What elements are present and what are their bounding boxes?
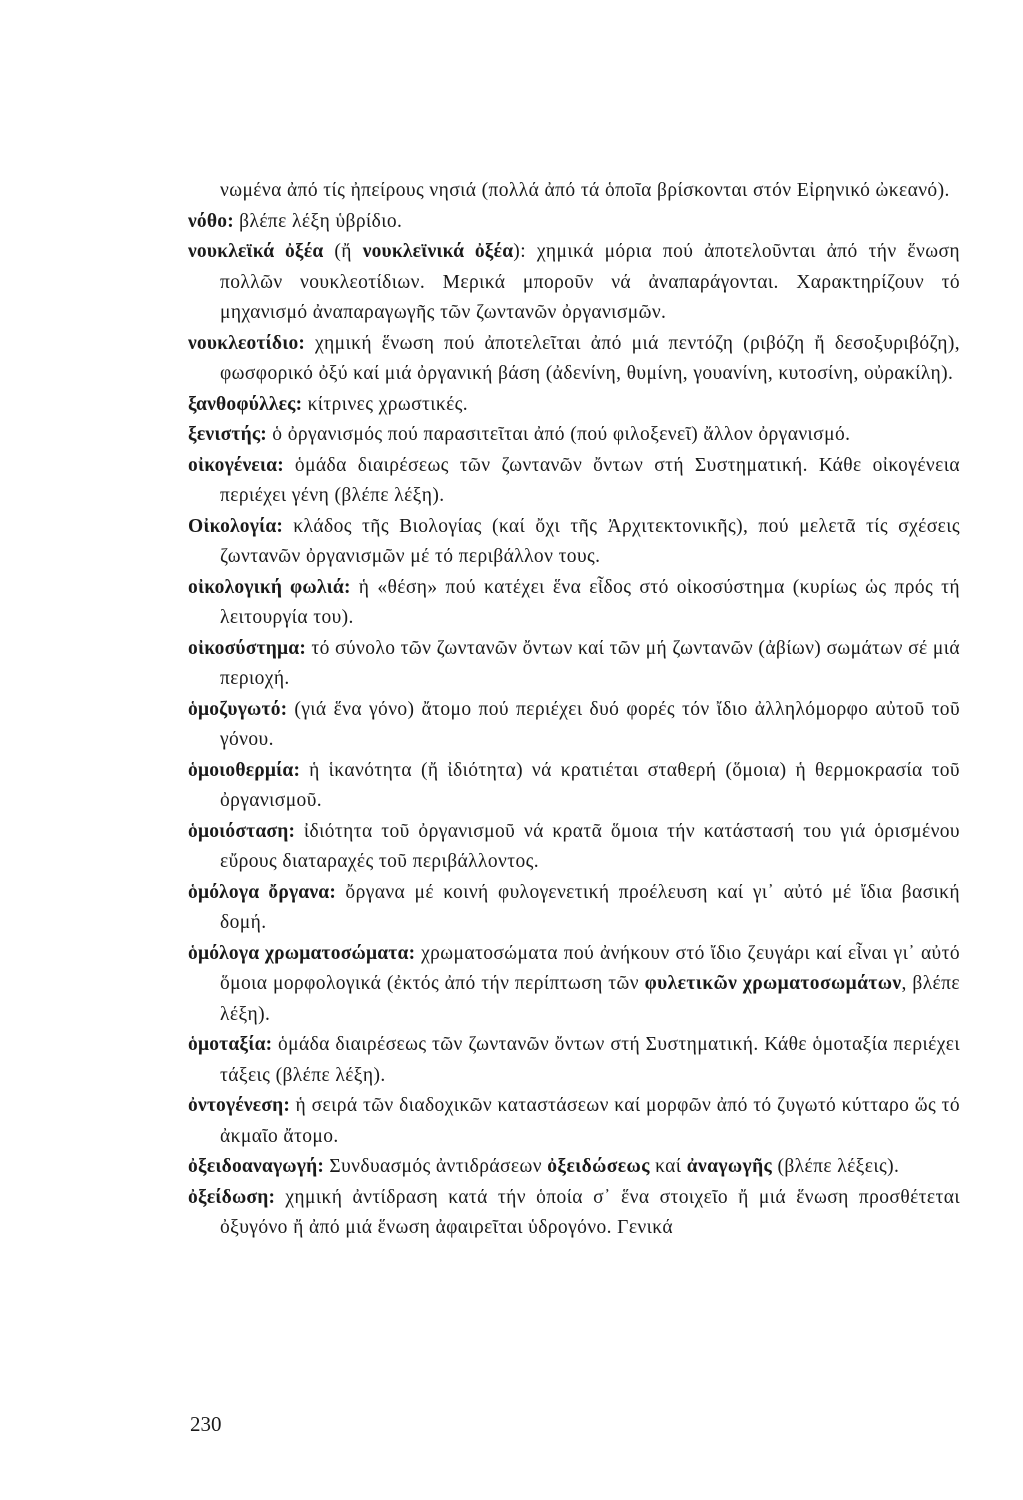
entry-text: ὁμάδα διαιρέσεως τῶν ζωντανῶν ὄντων στή Συστηματική. Κάθε οἰκογένεια περιέχει γένη (βλέπε λέξη). bbox=[220, 454, 960, 506]
entry-text-mid: καί bbox=[649, 1156, 687, 1177]
entry-term: νουκλεοτίδιο: bbox=[188, 332, 306, 354]
glossary-entry bbox=[188, 634, 960, 695]
glossary-entry bbox=[188, 1091, 960, 1152]
entry-text: Συνδυασμός ἀντιδράσεων bbox=[329, 1156, 548, 1177]
glossary-entry bbox=[188, 817, 960, 878]
entry-term: ὁμοιοθερμία: bbox=[188, 759, 301, 781]
entry-text: ὄργανα μέ κοινή φυλογενετική προέλευση καί γι᾽ αὐτό μέ ἴδια βασική δομή. bbox=[220, 881, 960, 933]
entry-term: Οἰκολογία: bbox=[188, 515, 284, 537]
glossary-entry bbox=[188, 512, 960, 573]
glossary-entry bbox=[188, 451, 960, 512]
entry-text: ἡ «θέση» πού κατέχει ἕνα εἶδος στό οἰκοσύστημα (κυρίως ὡς πρός τή λειτουργία του). bbox=[220, 576, 960, 628]
glossary-entry bbox=[188, 329, 960, 390]
glossary-page bbox=[188, 176, 960, 1416]
entry-text: ὁ ὀργανισμός πού παρασιτεῖται ἀπό (πού φιλοξενεῖ) ἄλλον ὀργανισμό. bbox=[272, 424, 851, 445]
glossary-entry bbox=[188, 756, 960, 817]
glossary-entry bbox=[188, 207, 960, 238]
entry-term-alternate: νουκλεϊνικά ὀξέα bbox=[362, 241, 514, 262]
entry-text-connector: (ἤ bbox=[323, 241, 363, 262]
entry-term: ὁμόλογα ὄργανα: bbox=[188, 881, 337, 903]
entry-text: χημική ἀντίδραση κατά τήν ὁποία σ᾽ ἕνα στοιχεῖο ἤ μιά ἕνωση προσθέτεται ὀξυγόνο ἤ ἀπό μιά ἕνωση ἀφαιρεῖται ὑδρογόνο. Γενικά bbox=[220, 1186, 960, 1238]
entry-text: ὁμάδα διαιρέσεως τῶν ζωντανῶν ὄντων στή Συστηματική. Κάθε ὁμοταξία περιέχει τάξεις (βλέπε λέξη). bbox=[220, 1034, 960, 1086]
entry-term: ξενιστής: bbox=[188, 424, 267, 445]
entry-term: ὀντογένεση: bbox=[188, 1095, 291, 1116]
entry-text: ἡ ἱκανότητα (ἤ ἰδιότητα) νά κρατιέται σταθερή (ὅμοια) ἡ θερμοκρασία τοῦ ὀργανισμοῦ. bbox=[220, 759, 960, 811]
entry-text-after: (βλέπε λέξεις). bbox=[772, 1156, 900, 1177]
entry-term: ὀξειδοαναγωγή: bbox=[188, 1156, 325, 1177]
entry-text: τό σύνολο τῶν ζωντανῶν ὄντων καί τῶν μή ζωντανῶν (ἀβίων) σωμάτων σέ μιά περιοχή. bbox=[220, 637, 960, 689]
entry-term: νουκλεϊκά ὀξέα bbox=[188, 241, 324, 262]
entry-term: ὁμοταξία: bbox=[188, 1034, 273, 1055]
entry-term: ὁμόλογα χρωματοσώματα: bbox=[188, 942, 416, 964]
glossary-entry bbox=[188, 878, 960, 939]
entry-text: ἰδιότητα τοῦ ὀργανισμοῦ νά κρατᾶ ὅμοια τήν κατάστασή του γιά ὁρισμένου εὔρους διαταραχές τοῦ περιβάλλοντος. bbox=[220, 820, 960, 872]
entry-term: οἰκοσύστημα: bbox=[188, 637, 307, 659]
glossary-entry bbox=[188, 420, 960, 451]
glossary-entry bbox=[188, 1152, 960, 1183]
entry-text: νωμένα ἀπό τίς ἠπείρους νησιά (πολλά ἀπό τά ὁποῖα βρίσκονται στόν Εἰρηνικό ὠκεανό). bbox=[220, 180, 950, 201]
glossary-entry bbox=[188, 939, 960, 1031]
entry-text: (γιά ἕνα γόνο) ἄτομο πού περιέχει δυό φορές τόν ἴδιο ἀλληλόμορφο αὐτοῦ τοῦ γόνου. bbox=[220, 698, 960, 750]
entry-text: ): χημικά μόρια πού ἀποτελοῦνται ἀπό τήν ἕνωση πολλῶν νουκλεοτίδιων. Μερικά μποροῦν νά ἀναπαράγονται. Χαρακτηρίζουν τό μηχανισμό ἀναπαραγωγῆς τῶν ζωντανῶν ὀργανισμῶν. bbox=[220, 241, 960, 323]
page-number: 230 bbox=[190, 1412, 222, 1436]
entry-term: ξανθοφύλλες: bbox=[188, 393, 303, 415]
entry-text: χρωματοσώματα πού ἀνήκουν στό ἴδιο ζευγάρι καί εἶναι γι᾽ αὐτό ὅμοια μορφολογικά (ἐκτός ἀπό τήν περίπτωση τῶν bbox=[220, 942, 960, 994]
entry-text: ἡ σειρά τῶν διαδοχικῶν καταστάσεων καί μορφῶν ἀπό τό ζυγωτό κύτταρο ὥς τό ἀκμαῖο ἄτομο. bbox=[220, 1095, 960, 1147]
glossary-entry bbox=[188, 237, 960, 329]
entry-text: χημική ἕνωση πού ἀποτελεῖται ἀπό μιά πεντόζη (ριβόζη ἤ δεσοξυριβόζη), φωσφορικό ὀξύ καί μιά ὀργανική βάση (ἀδενίνη, θυμίνη, γουανίνη, κυτοσίνη, οὐρακίλη). bbox=[220, 332, 960, 384]
glossary-entry bbox=[188, 573, 960, 634]
glossary-entry bbox=[188, 1183, 960, 1244]
glossary-entry-continuation bbox=[188, 176, 960, 207]
entry-bold-reference: ὀξειδώσεως bbox=[547, 1156, 650, 1177]
entry-text: κλάδος τῆς Βιολογίας (καί ὄχι τῆς Ἀρχιτεκτονικῆς), πού μελετᾶ τίς σχέσεις ζωντανῶν ὀργανισμῶν μέ τό περιβάλλον τους. bbox=[220, 515, 960, 567]
entry-term: νόθο: bbox=[188, 210, 234, 232]
entry-text: κίτρινες χρωστικές. bbox=[307, 393, 469, 415]
entry-term: οἰκογένεια: bbox=[188, 454, 284, 476]
glossary-entry bbox=[188, 1030, 960, 1091]
entry-bold-reference: ἀναγωγῆς bbox=[686, 1156, 773, 1177]
entry-text-after: , βλέπε λέξη). bbox=[220, 973, 960, 1025]
glossary-entry bbox=[188, 695, 960, 756]
entry-term: ὁμοζυγωτό: bbox=[188, 698, 288, 720]
entry-term: ὀξείδωση: bbox=[188, 1186, 276, 1208]
entry-bold-reference: φυλετικῶν χρωματοσωμάτων bbox=[644, 973, 902, 994]
entry-term: ὁμοιόσταση: bbox=[188, 820, 296, 842]
glossary-entry bbox=[188, 390, 960, 421]
entry-text: βλέπε λέξη ὑβρίδιο. bbox=[239, 210, 403, 232]
entry-term: οἰκολογική φωλιά: bbox=[188, 576, 351, 598]
